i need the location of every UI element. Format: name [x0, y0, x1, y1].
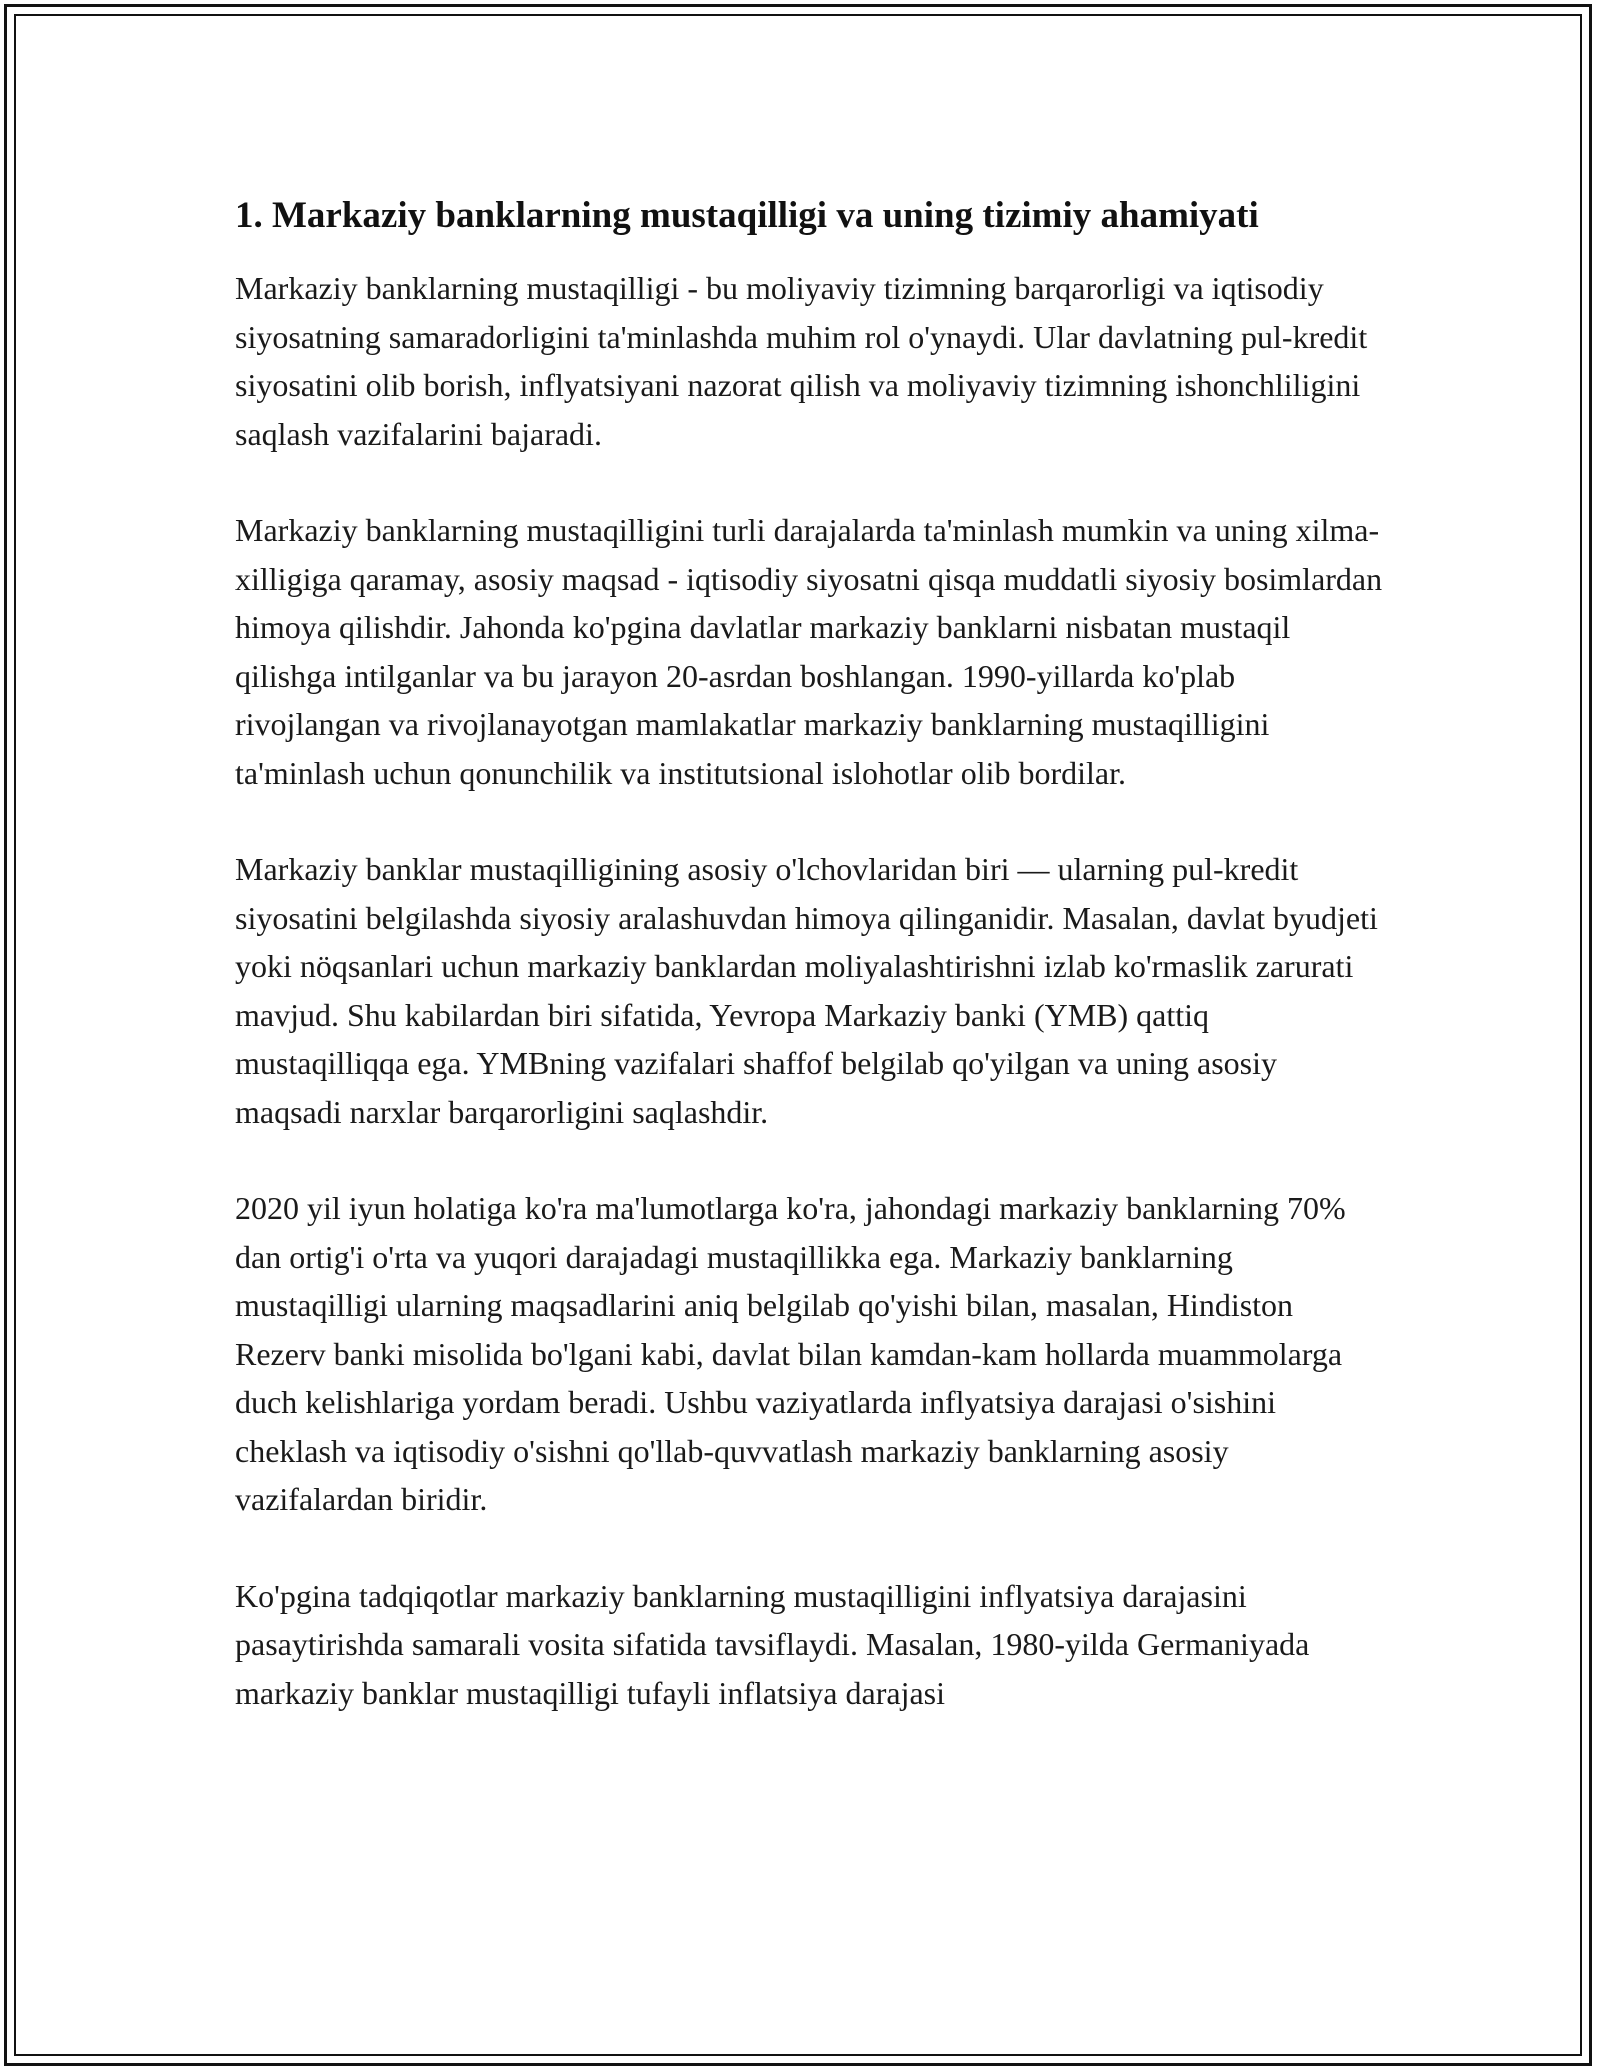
paragraph-1: Markaziy banklarning mustaqilligi - bu moliyaviy tizimning barqarorligi va iqtisodiy siyosatning samaradorligini ta'minlashda muhim rol o'ynaydi. Ular davlatning pul-kredit siyosatini olib borish, inflyatsiyani nazorat qilish va moliyaviy tizimning ishonchliligini saqlash vazifalarini bajaradi. — [235, 270, 1368, 452]
paragraph-4: 2020 yil iyun holatiga ko'ra ma'lumotlarga ko'ra, jahondagi markaziy banklarning 70% dan ortig'i o'rta va yuqori darajadagi mustaqillikka ega. Markaziy banklarning mustaqilligi ularning maqsadlarini aniq belgilab qo'yishi bilan, masalan, Hindiston Rezerv banki misolida bo'lgani kabi, davlat bilan kamdan-kam hollarda muammolarga duch kelishlariga yordam beradi. Ushbu vaziyatlarda inflyatsiya darajasi o'sishini cheklash va iqtisodiy o'sishni qo'llab-quvvatlash markaziy banklarning asosiy vazifalardan biridir. — [235, 1190, 1346, 1517]
paragraph-5: Ko'pgina tadqiqotlar markaziy banklarning mustaqilligini inflyatsiya darajasini pasaytirishda samarali vosita sifatida tavsiflaydi. Masalan, 1980-yilda Germaniyada markaziy banklar mustaqilligi tufayli inflatsiya darajasi — [235, 1577, 1310, 1711]
paragraph-2: Markaziy banklarning mustaqilligini turli darajalarda ta'minlash mumkin va uning xilma-xilligiga qaramay, asosiy maqsad - iqtisodiy siyosatni qisqa muddatli siyosiy bosimlardan himoya qilishdir. Jahonda ko'pgina davlatlar markaziy banklarni nisbatan mustaqil qilishga intilganlar va bu jarayon 20-asrdan boshlangan. 1990-yillarda ko'plab rivojlangan va rivojlanayotgan mamlakatlar markaziy banklarning mustaqilligini ta'minlash uchun qonunchilik va institutsional islohotlar olib bordilar. — [235, 512, 1383, 791]
document-body — [235, 188, 1385, 1765]
paragraph-3: Markaziy banklar mustaqilligining asosiy o'lchovlaridan biri — ularning pul-kredit siyosatini belgilashda siyosiy aralashuvdan himoya qilinganidir. Masalan, davlat byudjeti yoki nöqsanlari uchun markaziy banklardan moliyalashtirishni izlab ko'rmaslik zarurati mavjud. Shu kabilardan biri sifatida, Yevropa Markaziy banki (YMB) qattiq mustaqilliqqa ega. YMBning vazifalari shaffof belgilab qo'yilgan va uning asosiy maqsadi narxlar barqarorligini saqlashdir. — [235, 851, 1378, 1130]
section-title: 1. Markaziy banklarning mustaqilligi va uning tizimiy ahamiyati — [235, 195, 1259, 236]
